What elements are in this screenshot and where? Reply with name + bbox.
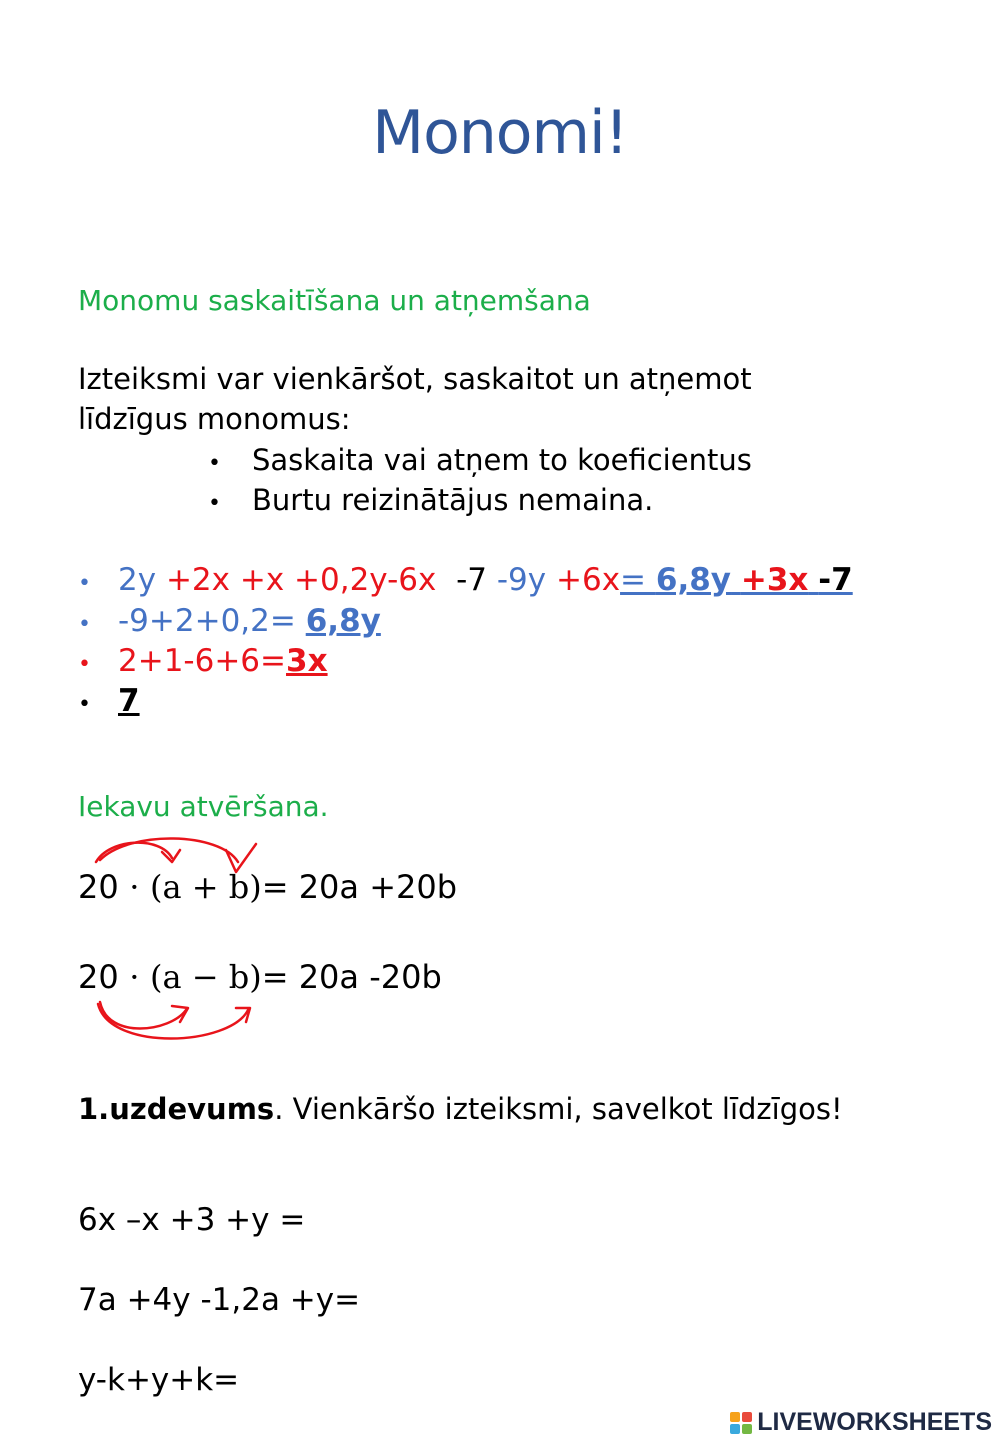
rule-item: • Saskaita vai atņem to koeficientus [208, 443, 752, 477]
bracket-equation-minus: 20 ⋅ (a − b)= 20a -20b [78, 958, 442, 996]
bullet-icon: • [78, 571, 91, 596]
section-heading-brackets: Iekavu atvēršana. [78, 790, 329, 823]
task-item: 6x –x +3 +y = [78, 1202, 306, 1238]
task-item: y-k+y+k= [78, 1362, 240, 1398]
liveworksheets-logo[interactable]: LIVEWORKSHEETS [730, 1408, 992, 1437]
section-heading-addition: Monomu saskaitīšana un atņemšana [78, 284, 591, 317]
rule-item: • Burtu reizinātājus nemaina. [208, 483, 654, 517]
bullet-icon: • [208, 491, 221, 516]
example-expression: • 2y +2x +x +0,2y-6x -7 -9y +6x= 6,8y +3x -7 [78, 562, 853, 598]
task-label: 1.uzdevums [78, 1092, 275, 1126]
calc-y-line: • -9+2+0,2= 6,8y [78, 603, 381, 639]
page-title: Monomi! [372, 98, 628, 168]
result-expression: = 6,8y +3x -7 [620, 562, 853, 598]
bullet-icon: • [78, 612, 91, 637]
arrow-icon [96, 843, 172, 862]
bracket-equation-plus: 20 ⋅ (a + b)= 20a +20b [78, 868, 458, 906]
task-item: 7a +4y -1,2a +y= [78, 1282, 361, 1318]
intro-line-2: līdzīgus monomus: [78, 402, 351, 436]
logo-icon [730, 1412, 752, 1434]
bullet-icon: • [78, 692, 91, 717]
calc-x-line: • 2+1-6+6=3x [78, 643, 328, 679]
intro-line-1: Izteiksmi var vienkāršot, saskaitot un atņemot [78, 362, 752, 396]
bullet-icon: • [78, 652, 91, 677]
calc-const-line: • 7 [78, 683, 140, 719]
bullet-icon: • [208, 451, 221, 476]
task-instruction: 1.uzdevums. Vienkāršo izteiksmi, savelkot līdzīgos! [78, 1092, 843, 1126]
